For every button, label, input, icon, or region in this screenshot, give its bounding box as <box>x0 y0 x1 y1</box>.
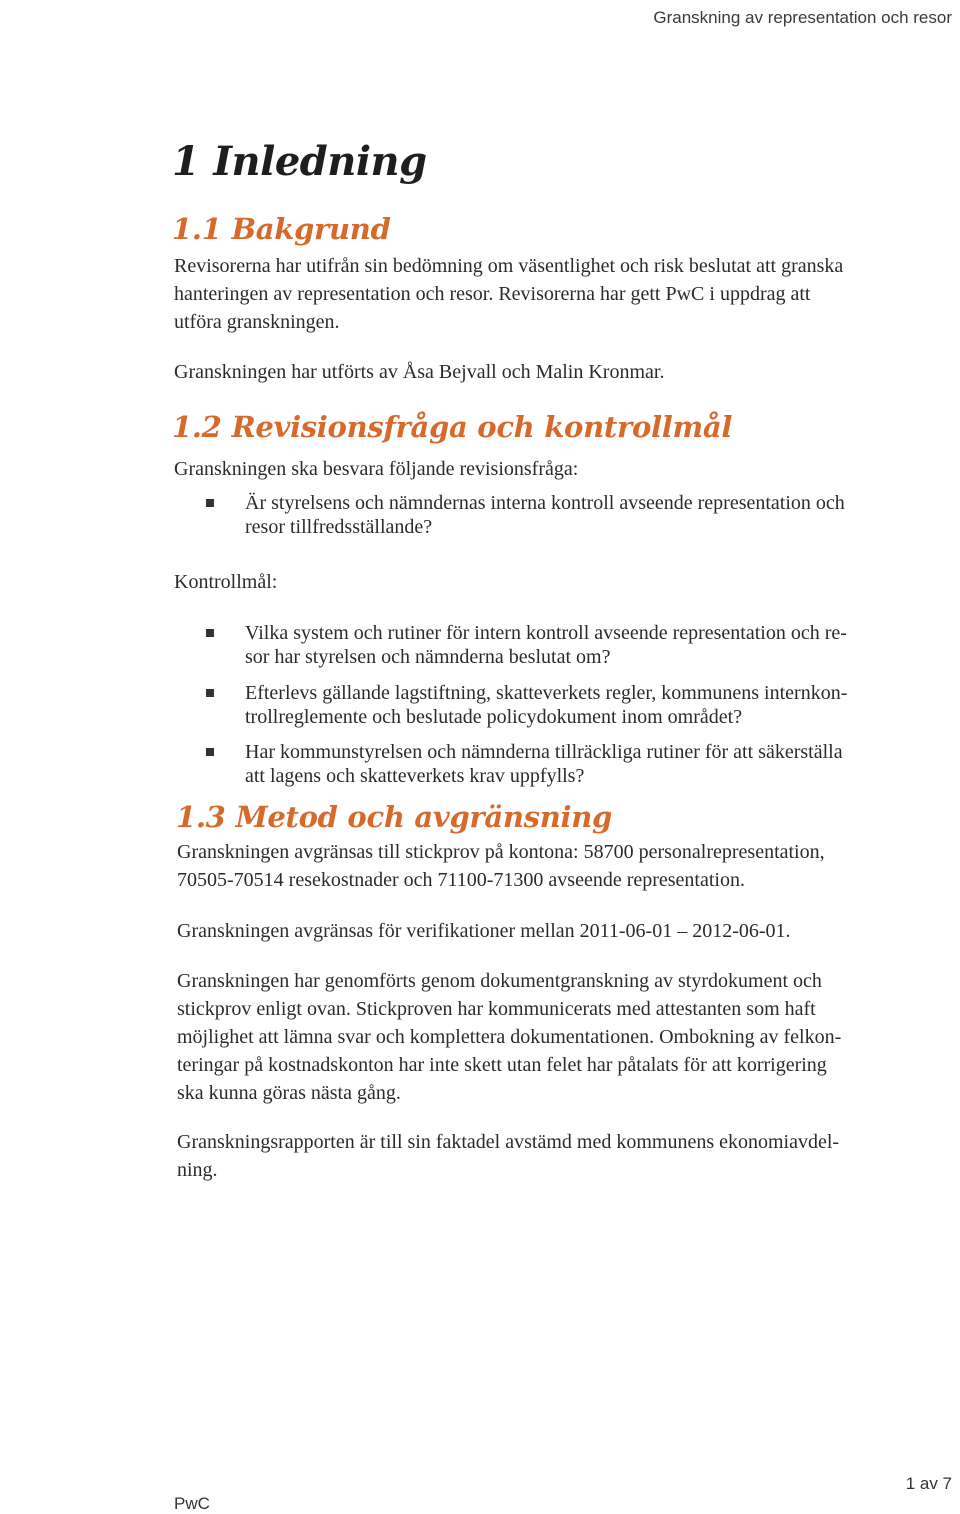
text-line: Granskningen har genomförts genom dokumentgranskning av styrdokument och <box>177 970 822 992</box>
text-line: Vilka system och rutiner för intern kontroll avseende representation och re- <box>245 622 847 644</box>
chapter-heading <box>172 138 427 185</box>
paragraph-faktakontroll <box>177 1128 839 1184</box>
text-line: Revisorerna har utifrån sin bedömning om väsentlighet och risk beslutat att granska <box>174 255 844 277</box>
section-number: 1.2 <box>172 410 222 444</box>
paragraph-utforare: Granskningen har utförts av Åsa Bejvall och Malin Kronmar. <box>174 361 665 383</box>
paragraph-revisionsfraga-intro: Granskningen ska besvara följande revisionsfråga: <box>174 458 579 480</box>
chapter-title: Inledning <box>213 138 427 185</box>
text-line: hanteringen av representation och resor. Revisorerna har gett PwC i uppdrag att <box>174 283 811 305</box>
text-line: Är styrelsens och nämndernas interna kontroll avseende representation och <box>245 492 845 514</box>
section-heading-revisionsfraga <box>172 410 732 444</box>
chapter-number: 1 <box>172 138 200 185</box>
paragraph-avgransning-konton <box>177 838 825 894</box>
text-line: sor har styrelsen och nämnderna beslutat om? <box>245 646 611 668</box>
bullet-icon <box>206 499 214 507</box>
bullet-icon <box>206 748 214 756</box>
section-number: 1.1 <box>172 212 222 246</box>
running-header: Granskning av representation och resor <box>653 8 952 27</box>
section-title: Bakgrund <box>231 212 391 246</box>
text-line: 70505-70514 resekostnader och 71100-71300 avseende representation. <box>177 869 745 891</box>
text-line: Efterlevs gällande lagstiftning, skatteverkets regler, kommunens internkon- <box>245 682 848 704</box>
text-line: resor tillfredsställande? <box>245 516 433 538</box>
text-line: trollreglemente och beslutade policydokument inom området? <box>245 706 743 728</box>
text-line: Granskningen avgränsas till stickprov på kontona: 58700 personalrepresentation, <box>177 841 825 863</box>
text-line: ska kunna göras nästa gång. <box>177 1082 401 1104</box>
section-title: Revisionsfråga och kontrollmål <box>231 410 733 444</box>
text-line: att lagens och skatteverkets krav uppfylls? <box>245 765 585 787</box>
bullet-icon <box>206 689 214 697</box>
section-number: 1.3 <box>176 800 226 834</box>
text-line: teringar på kostnadskonton har inte skett utan felet har påtalats för att korrigering <box>177 1054 827 1076</box>
text-line: Har kommunstyrelsen och nämnderna tillräckliga rutiner för att säkerställa <box>245 741 843 763</box>
list-item-kontrollmal <box>245 740 843 788</box>
text-line: möjlighet att lämna svar och komplettera dokumentationen. Ombokning av felkon- <box>177 1026 842 1048</box>
footer-company: PwC <box>174 1494 210 1513</box>
list-item-kontrollmal <box>245 681 847 729</box>
bullet-icon <box>206 629 214 637</box>
text-line: utföra granskningen. <box>174 311 340 333</box>
section-heading-metod <box>176 800 612 834</box>
paragraph-metod <box>177 967 841 1107</box>
label-kontrollmal: Kontrollmål: <box>174 571 278 593</box>
list-item-revisionsfraga <box>245 491 845 539</box>
section-heading-bakgrund <box>172 212 391 246</box>
page-number: 1 av 7 <box>905 1474 952 1493</box>
paragraph-avgransning-period: Granskningen avgränsas för verifikationer mellan 2011-06-01 – 2012-06-01. <box>177 920 791 942</box>
paragraph-bakgrund <box>174 252 843 336</box>
text-line: ning. <box>177 1159 218 1181</box>
list-item-kontrollmal <box>245 621 847 669</box>
text-line: stickprov enligt ovan. Stickproven har kommunicerats med attestanten som haft <box>177 998 816 1020</box>
section-title: Metod och avgränsning <box>235 800 612 834</box>
text-line: Granskningsrapporten är till sin faktadel avstämd med kommunens ekonomiavdel- <box>177 1131 840 1153</box>
